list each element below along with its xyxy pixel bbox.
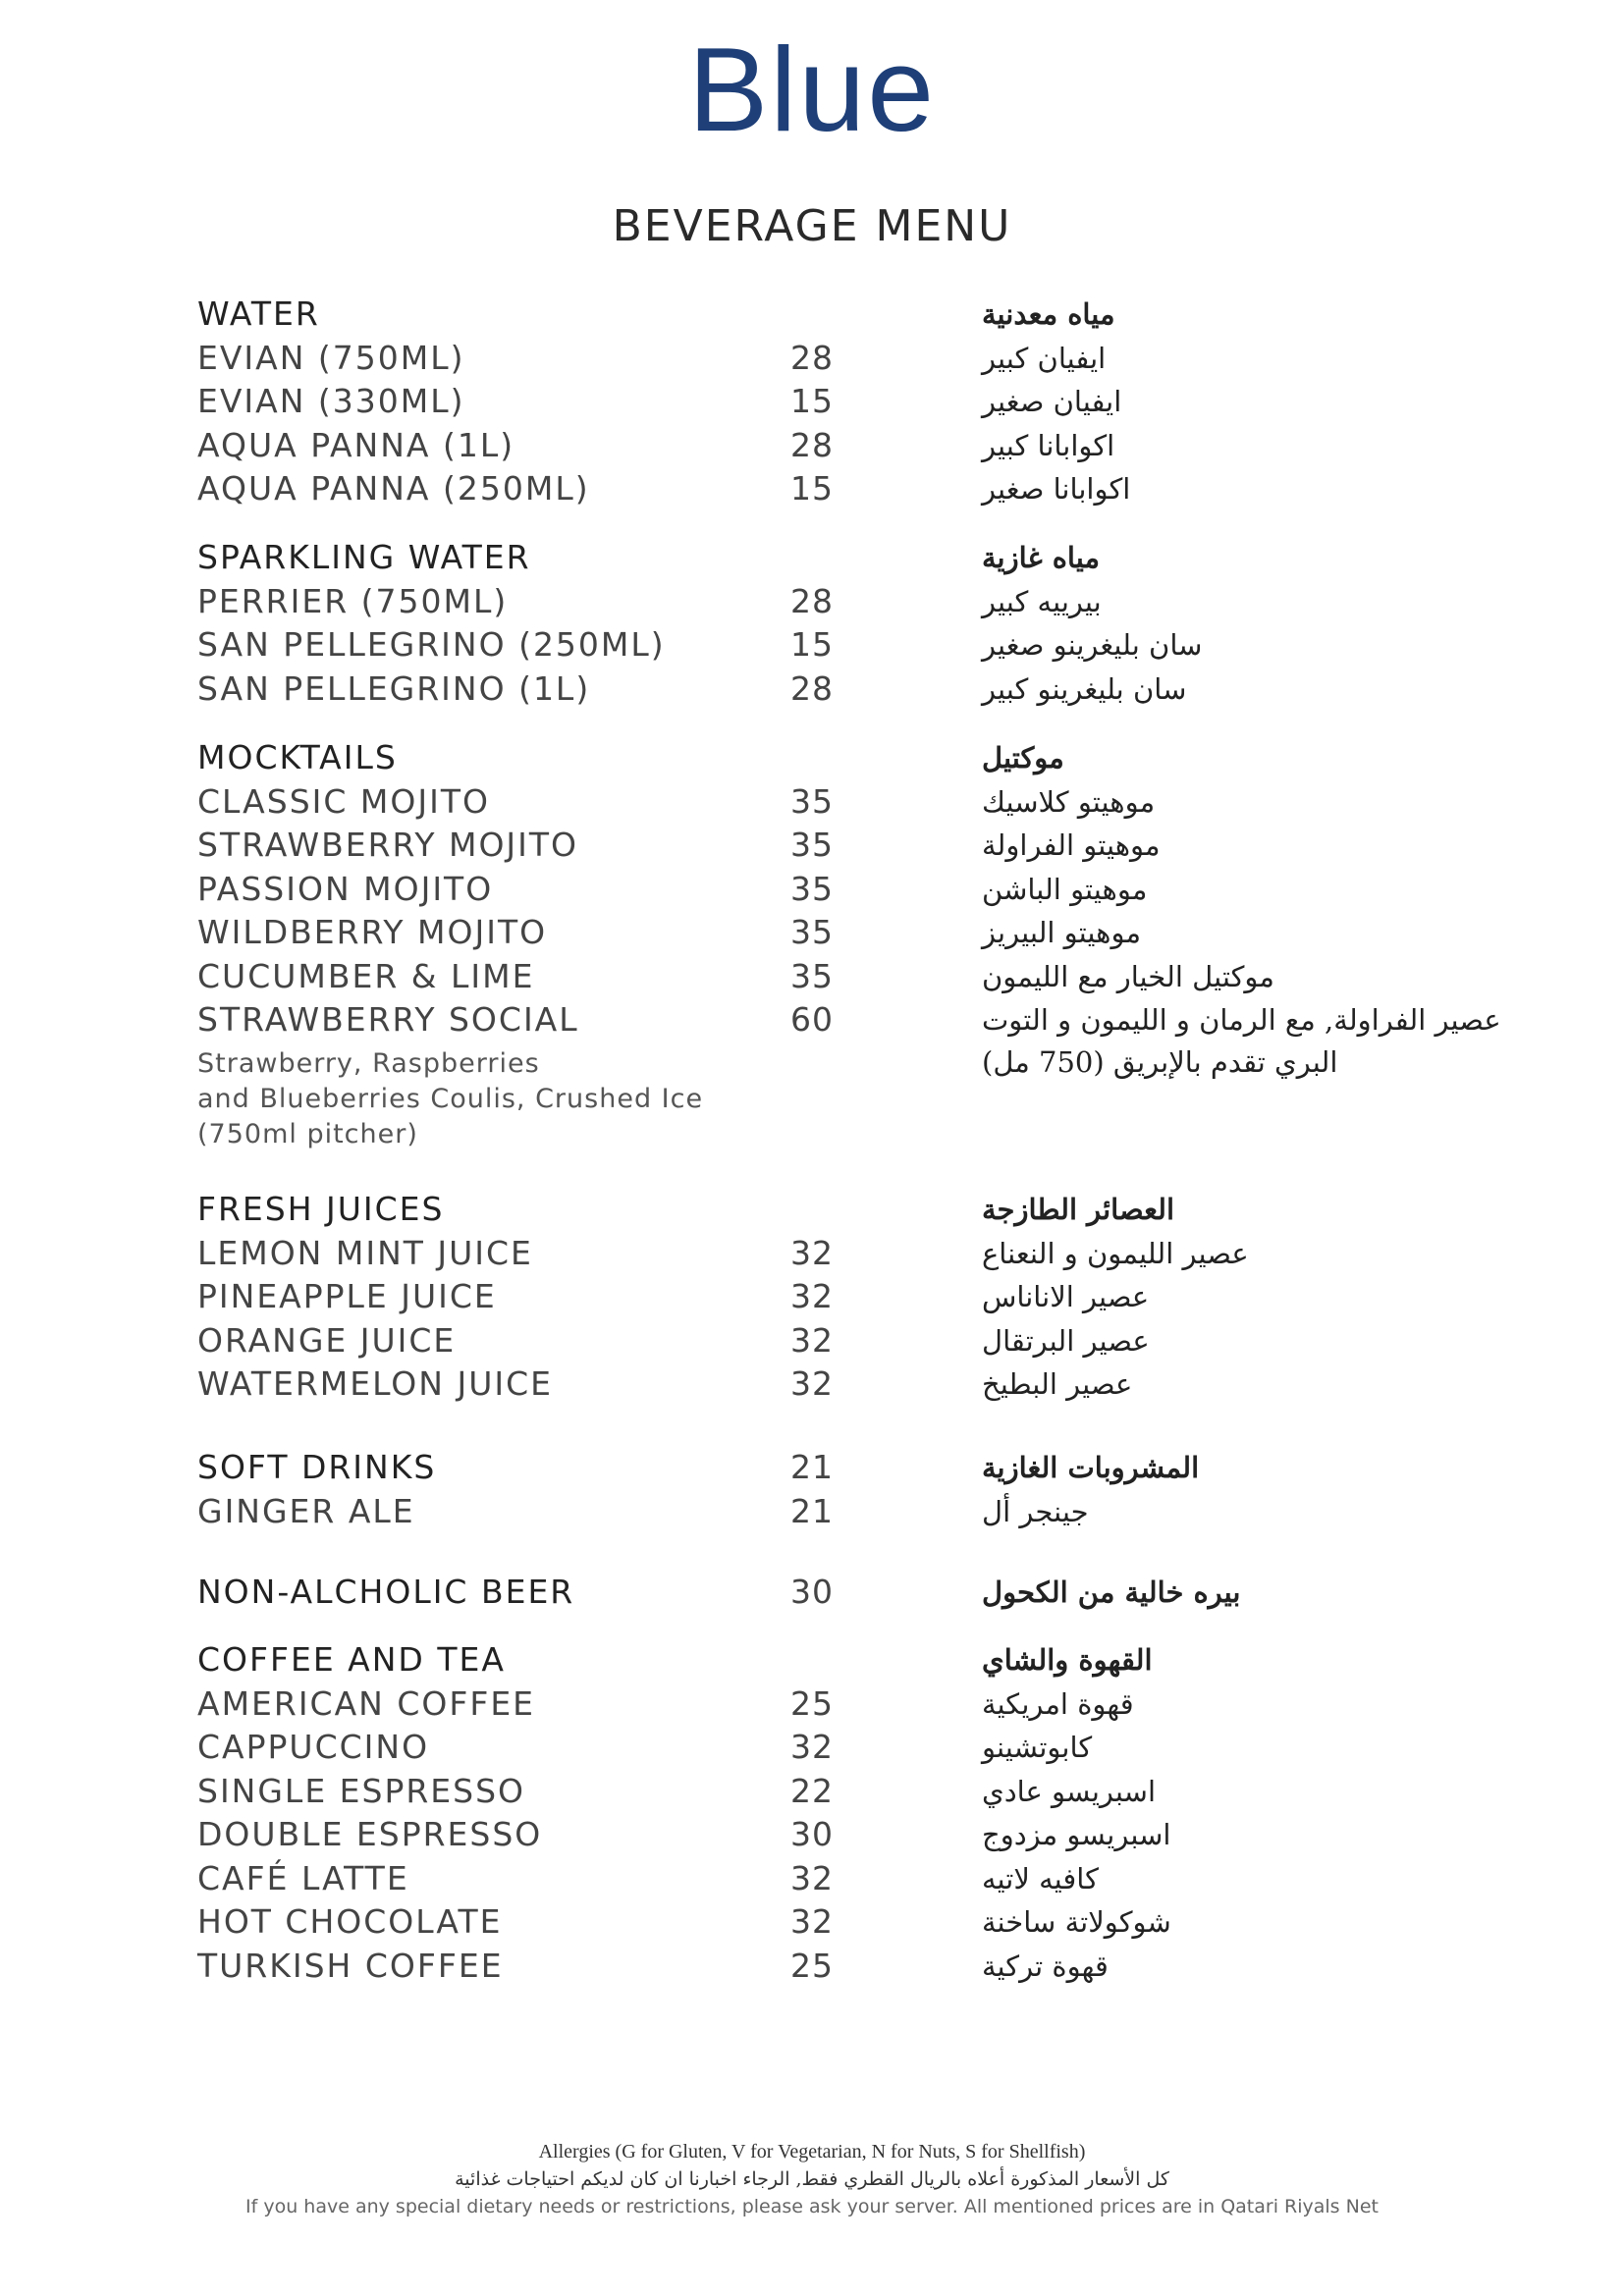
item-name: EVIAN (750ML) [197,338,465,377]
menu-item [0,1770,1624,1814]
item-price: 35 [790,826,834,864]
item-price: 32 [790,1320,834,1360]
item-price: 25 [790,1683,834,1723]
menu-section [0,1571,1624,1615]
section-heading-row [0,1446,1624,1490]
item-price: 35 [790,956,834,995]
item-name-arabic: كابوتشينو [982,1731,1093,1764]
menu-section [0,293,1624,511]
menu-body [0,293,1624,1985]
section-heading-row [0,1638,1624,1682]
section-heading-price: 21 [790,1448,834,1486]
menu-item [0,467,1624,511]
item-price: 32 [790,1277,834,1315]
menu-item [0,780,1624,825]
menu-item [0,868,1624,912]
menu-item [0,424,1624,468]
section-heading: COFFEE AND TEA [197,1640,506,1679]
item-name: CLASSIC MOJITO [197,781,490,821]
item-description-line: (750ml pitcher) [197,1118,418,1149]
section-heading-arabic: موكتيل [982,741,1064,774]
page-title: BEVERAGE MENU [612,201,1012,251]
item-name-arabic: ايفيان كبير [982,341,1107,375]
item-price: 35 [790,781,834,821]
item-name-arabic: ايفيان صغير [982,385,1122,418]
footer [0,2138,1624,2220]
item-price: 28 [790,581,834,620]
menu-item [0,824,1624,868]
menu-section [0,1446,1624,1533]
item-price: 15 [790,382,834,420]
section-heading: NON-ALCHOLIC BEER [197,1573,575,1611]
item-name: AQUA PANNA (1L) [197,425,515,464]
item-name-arabic: سان بليغرينو كبير [982,671,1187,706]
menu-item [0,1490,1624,1534]
dietary-note: If you have any special dietary needs or restrictions, please ask your server. All mentioned prices are in Qatari Riyals Net [245,2196,1379,2217]
item-name: HOT CHOCOLATE [197,1902,503,1941]
item-name-arabic: عصير البطيخ [982,1367,1133,1401]
item-name: STRAWBERRY SOCIAL [197,1000,579,1039]
item-name: ORANGE JUICE [197,1320,457,1360]
arabic-price-note: كل الأسعار المذكورة أعلاه بالريال القطري فقط, الرجاء اخبارنا ان كان لديكم احتياجات غذائية [455,2168,1169,2190]
item-name: PINEAPPLE JUICE [197,1277,497,1315]
menu-item [0,998,1624,1042]
item-name-arabic: اسبريسو عادي [982,1774,1157,1808]
item-name: DOUBLE ESPRESSO [197,1815,543,1853]
menu-item [0,1726,1624,1770]
item-price: 22 [790,1771,834,1810]
menu-item [0,667,1624,712]
menu-item [0,623,1624,667]
item-name-arabic: عصير الليمون و النعناع [982,1236,1249,1270]
brand-logo: Blue [687,23,937,156]
menu-item [0,955,1624,999]
item-name: WILDBERRY MOJITO [197,913,548,951]
section-heading: SOFT DRINKS [197,1448,437,1486]
item-price: 25 [790,1946,834,1985]
item-name-arabic: اكوابانا كبير [982,428,1115,462]
section-heading-arabic: المشروبات الغازية [982,1451,1200,1484]
item-name: PERRIER (750ML) [197,581,509,620]
item-price: 35 [790,869,834,908]
item-name-arabic: جينجر أل [982,1494,1089,1528]
item-price: 32 [790,1364,834,1403]
menu-item [0,580,1624,624]
menu-section [0,536,1624,711]
item-price: 30 [790,1815,834,1853]
item-name-arabic: اكوابانا صغير [982,472,1131,506]
item-name-arabic: عصير البرتقال [982,1323,1150,1358]
menu-item [0,1857,1624,1901]
section-heading-arabic: مياه معدنية [982,297,1115,331]
item-price: 32 [790,1858,834,1897]
menu-section [0,1188,1624,1407]
section-heading: MOCKTAILS [197,738,398,776]
item-description-line: and Blueberries Coulis, Crushed Ice [197,1083,704,1114]
menu-item [0,911,1624,955]
section-heading-row [0,1188,1624,1232]
item-name: CAFÉ LATTE [197,1858,409,1897]
item-price: 28 [790,668,834,708]
menu-item [0,1945,1624,1989]
section-heading-arabic: بيره خالية من الكحول [982,1575,1241,1609]
section-heading-row [0,536,1624,580]
item-name: LEMON MINT JUICE [197,1233,533,1272]
item-name: CAPPUCCINO [197,1728,430,1766]
menu-item [0,380,1624,424]
menu-item [0,1275,1624,1319]
item-price: 32 [790,1902,834,1941]
section-heading-price: 30 [790,1573,834,1611]
item-price: 32 [790,1233,834,1272]
section-heading-arabic: القهوة والشاي [982,1643,1153,1677]
item-name-arabic: موهيتو كلاسيك [982,784,1156,819]
menu-item [0,1682,1624,1727]
item-price: 60 [790,1000,834,1039]
item-name-arabic: موهيتو الباشن [982,872,1148,906]
item-name: AQUA PANNA (250ML) [197,469,590,507]
item-name-arabic: سان بليغرينو صغير [982,628,1203,662]
section-heading-arabic: العصائر الطازجة [982,1193,1175,1226]
item-name-arabic: اسبريسو مزدوج [982,1818,1171,1851]
item-name-arabic: موكتيل الخيار مع الليمون [982,959,1274,993]
item-name: CUCUMBER & LIME [197,956,535,995]
menu-section [0,1638,1624,1988]
item-name-arabic: قهوة امريكية [982,1686,1134,1721]
item-price: 15 [790,625,834,664]
item-price: 21 [790,1491,834,1530]
section-heading: WATER [197,294,320,333]
item-name: SAN PELLEGRINO (250ML) [197,625,666,664]
menu-item [0,1232,1624,1276]
menu-item [0,1319,1624,1363]
section-heading-row [0,293,1624,337]
item-name: STRAWBERRY MOJITO [197,826,579,864]
section-heading-arabic: مياه غازية [982,541,1101,574]
item-name-arabic: كافيه لاتيه [982,1861,1099,1896]
item-name: AMERICAN COFFEE [197,1683,536,1723]
item-description-arabic: البري تقدم بالإبريق (750 مل) [982,1044,1338,1079]
item-name: EVIAN (330ML) [197,382,465,420]
section-heading-row [0,1571,1624,1615]
item-name-arabic: قهوة تركية [982,1949,1109,1983]
menu-item [0,1813,1624,1857]
item-name-arabic: عصير الفراولة, مع الرمان و الليمون و التوت [982,1003,1501,1037]
item-price: 15 [790,469,834,507]
menu-section [0,736,1624,1149]
item-price: 28 [790,338,834,377]
item-description-line: Strawberry, Raspberries [197,1047,540,1079]
allergies-note: Allergies (G for Gluten, V for Vegetarian, N for Nuts, S for Shellfish) [538,2141,1086,2163]
item-price: 35 [790,913,834,951]
section-heading: SPARKLING WATER [197,538,531,576]
menu-item [0,1900,1624,1945]
item-name-arabic: عصير الاناناس [982,1280,1150,1313]
item-name: TURKISH COFFEE [197,1946,504,1985]
item-price: 28 [790,425,834,464]
menu-item [0,1362,1624,1407]
section-heading: FRESH JUICES [197,1190,445,1228]
section-heading-row [0,736,1624,780]
item-name-arabic: موهيتو الفراولة [982,828,1161,862]
item-name-arabic: موهيتو البيريز [982,916,1141,949]
item-name: GINGER ALE [197,1491,415,1530]
item-price: 32 [790,1728,834,1766]
item-name: PASSION MOJITO [197,869,494,908]
item-name-arabic: شوكولاتة ساخنة [982,1905,1171,1939]
item-name: SAN PELLEGRINO (1L) [197,668,591,708]
item-name-arabic: بيرييه كبير [982,584,1102,618]
item-name: SINGLE ESPRESSO [197,1771,526,1810]
item-name: WATERMELON JUICE [197,1364,553,1403]
menu-item [0,337,1624,381]
